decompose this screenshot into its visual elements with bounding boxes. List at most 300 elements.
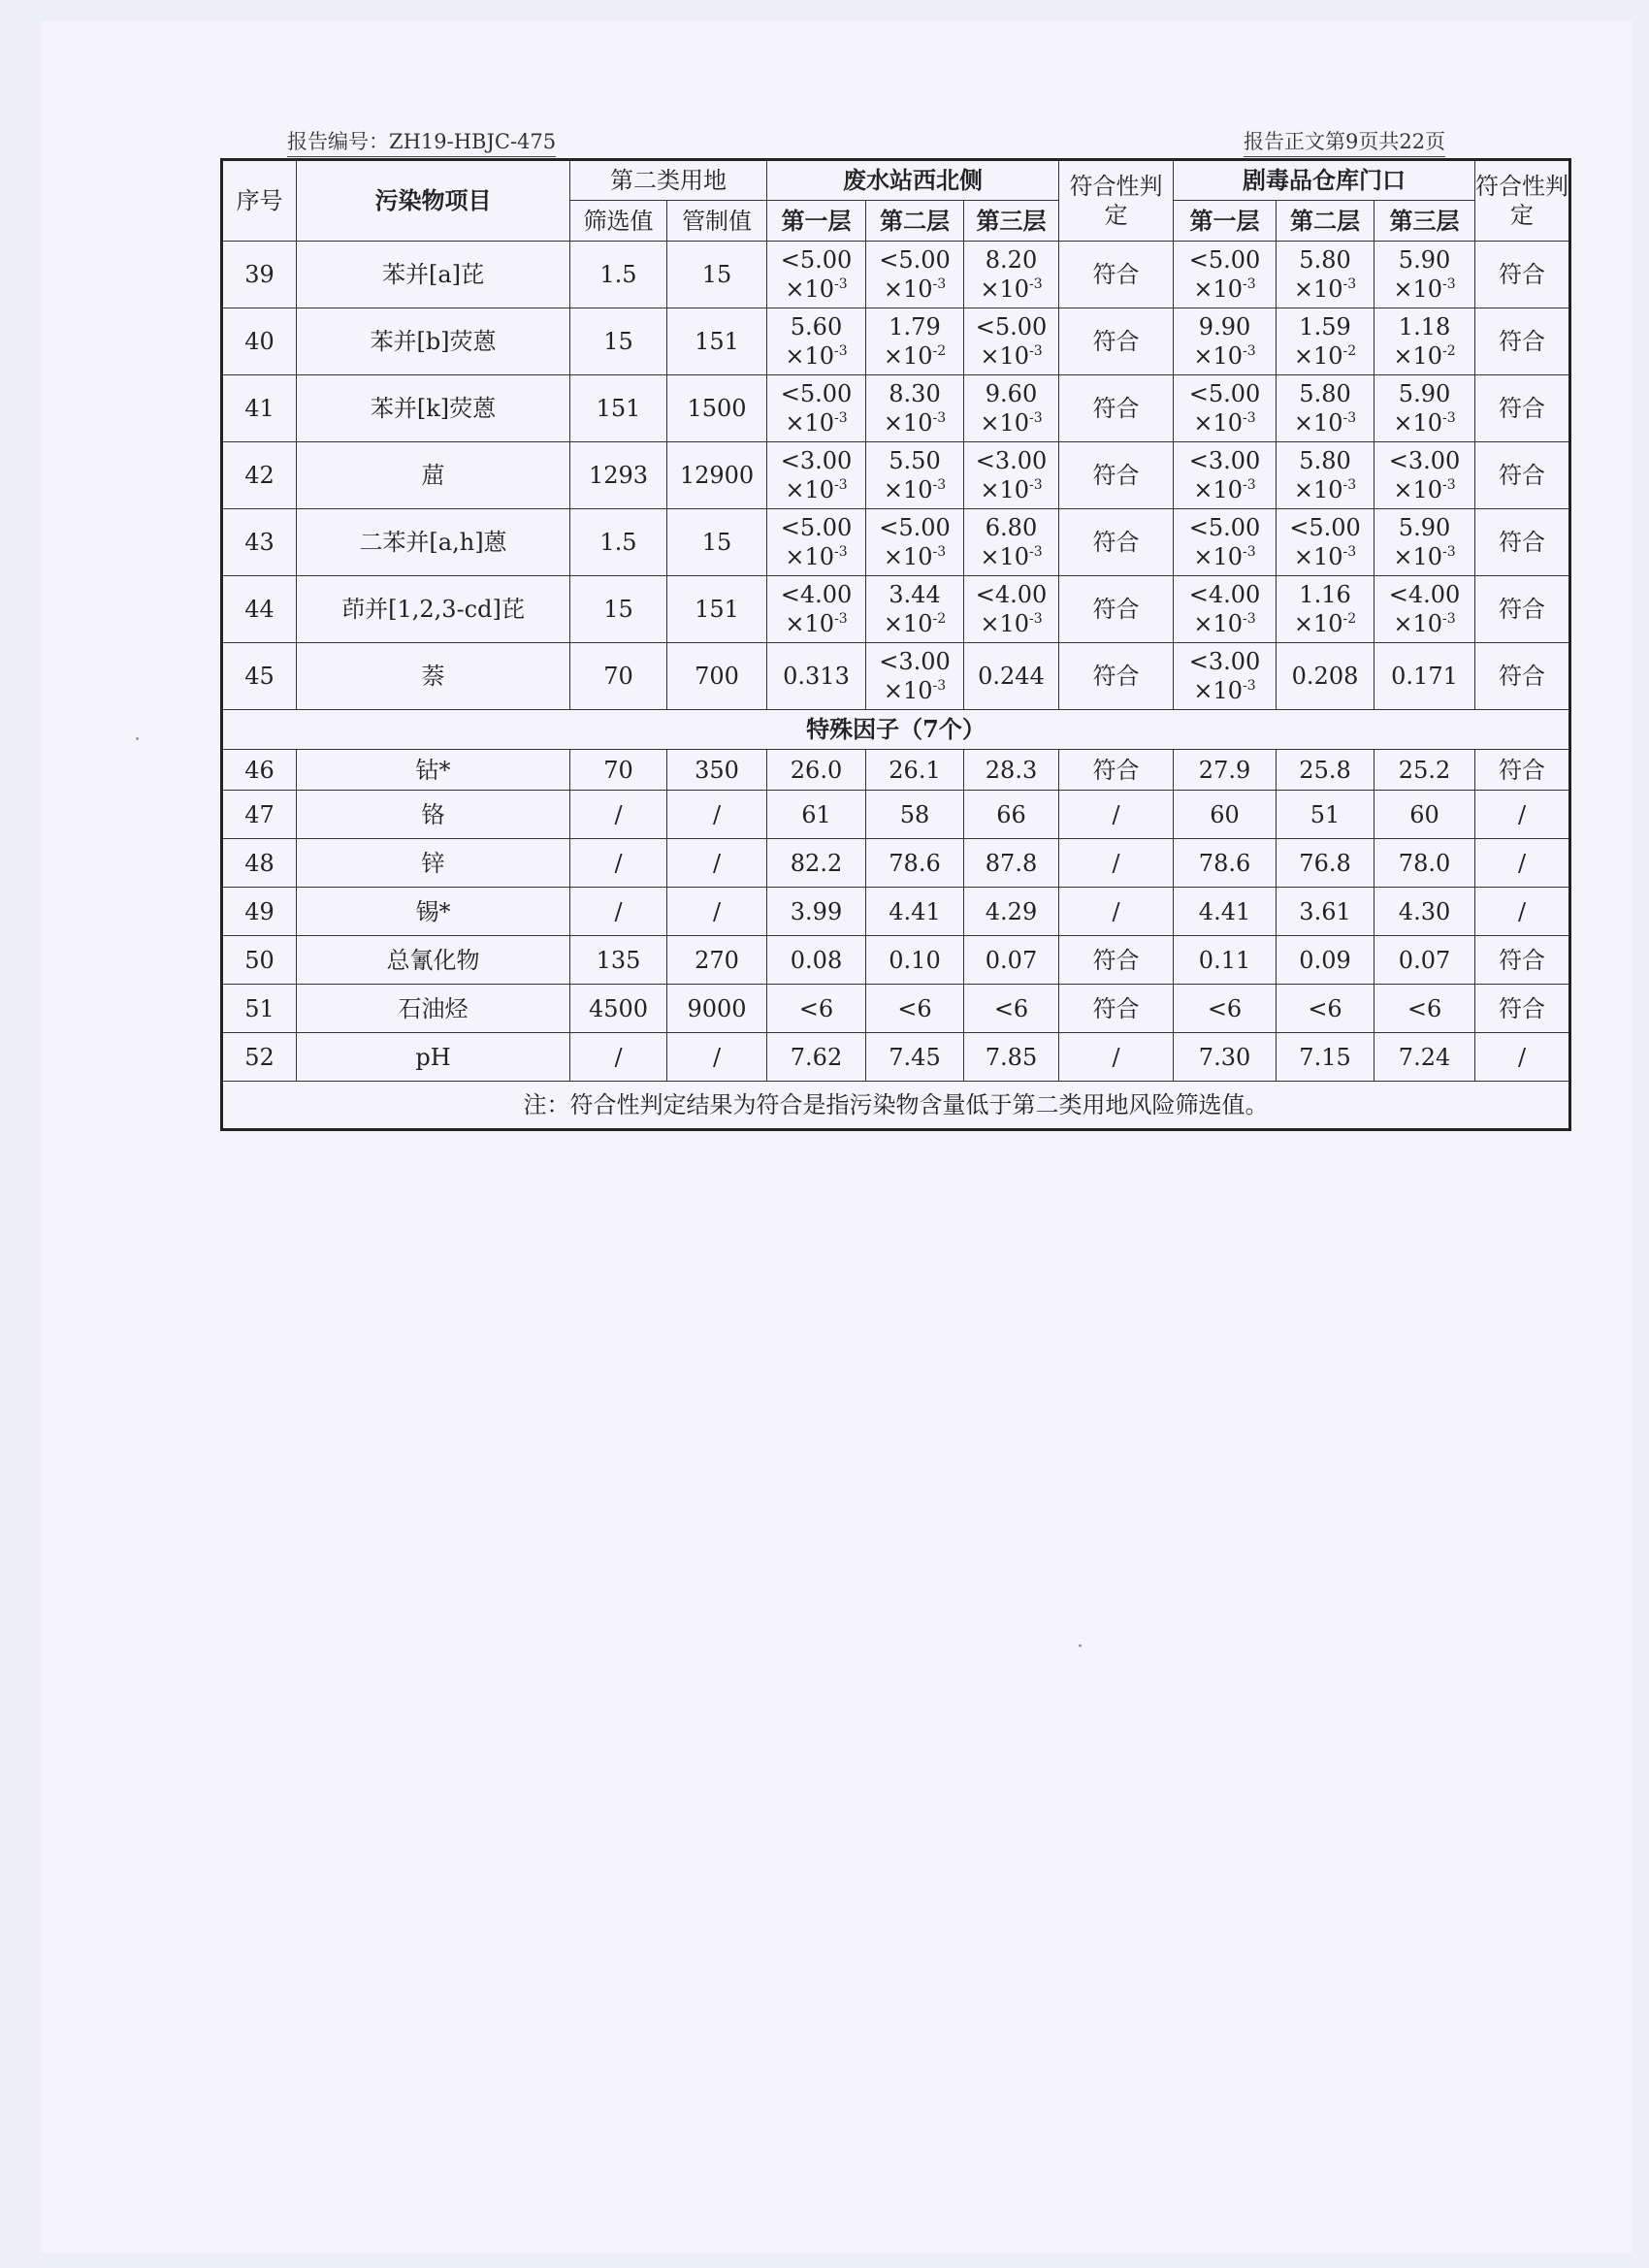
exponent: -3: [1442, 276, 1456, 292]
row-screen: /: [570, 839, 667, 888]
table-row: [222, 936, 1570, 985]
value-multiplier: [1174, 609, 1276, 638]
site2-value: [1374, 576, 1475, 643]
times-ten: ×10: [785, 409, 834, 437]
site1-value: 0.07: [964, 936, 1059, 985]
value-mantissa: <3.00: [1388, 447, 1461, 474]
row-judge2: /: [1475, 888, 1570, 936]
value-multiplier: [767, 609, 865, 638]
site1-header: 废水站西北侧: [767, 160, 1059, 201]
exponent: -2: [1442, 343, 1456, 359]
times-ten: ×10: [883, 409, 933, 437]
exponent: -3: [1029, 276, 1043, 292]
value-multiplier: [1374, 275, 1474, 304]
scan-speck: [136, 737, 139, 740]
times-ten: ×10: [1193, 342, 1244, 370]
site2-layer2: 第二层: [1277, 201, 1374, 242]
value-mantissa: <4.00: [975, 581, 1048, 608]
value-mantissa: 5.60: [790, 313, 843, 340]
site1-value: 26.0: [767, 750, 866, 791]
times-ten: ×10: [1293, 610, 1343, 637]
exponent: -3: [1342, 544, 1357, 560]
site1-value: 0.10: [866, 936, 964, 985]
value-multiplier: [1277, 341, 1374, 371]
row-judge1: 符合: [1059, 442, 1174, 509]
row-screen: 70: [570, 750, 667, 791]
site2-value: 60: [1174, 791, 1277, 839]
site1-value: [767, 442, 866, 509]
site1-layer1: 第一层: [767, 201, 866, 242]
site2-value: [1174, 242, 1277, 308]
site2-value: [1277, 375, 1374, 442]
value-multiplier: [1277, 542, 1374, 571]
value-mantissa: 1.18: [1398, 313, 1451, 340]
table-row: [222, 442, 1570, 509]
row-judge1: 符合: [1059, 375, 1174, 442]
row-no: 41: [222, 375, 297, 442]
row-judge1: 符合: [1059, 750, 1174, 791]
value-mantissa: <5.00: [780, 514, 853, 541]
row-no: 52: [222, 1033, 297, 1082]
row-judge2: 符合: [1475, 308, 1570, 375]
site2-value: 7.24: [1374, 1033, 1475, 1082]
value-multiplier: [964, 609, 1058, 638]
site1-value: 66: [964, 791, 1059, 839]
row-control: 700: [667, 643, 767, 710]
exponent: -3: [834, 343, 848, 359]
row-judge1: /: [1059, 1033, 1174, 1082]
value-mantissa: 1.79: [889, 313, 941, 340]
value-multiplier: [767, 408, 865, 437]
exponent: -3: [932, 410, 947, 426]
value-mantissa: <3.00: [879, 648, 951, 675]
value-mantissa: <5.00: [780, 380, 853, 407]
value-mantissa: 1.16: [1299, 581, 1351, 608]
value-mantissa: 0.313: [783, 663, 850, 690]
times-ten: ×10: [1393, 275, 1443, 303]
site2-value: 4.41: [1174, 888, 1277, 936]
row-judge1: /: [1059, 791, 1174, 839]
value-mantissa: <4.00: [1388, 581, 1461, 608]
value-multiplier: [1277, 475, 1374, 504]
times-ten: ×10: [1193, 476, 1244, 503]
row-judge2: 符合: [1475, 750, 1570, 791]
section-row: [222, 710, 1570, 750]
site2-value: <6: [1374, 985, 1475, 1033]
exponent: -3: [1029, 544, 1043, 560]
row-item: 苯并[b]荧蒽: [297, 308, 570, 375]
row-judge2: 符合: [1475, 509, 1570, 576]
site2-value: [1374, 375, 1475, 442]
row-control: 151: [667, 576, 767, 643]
site1-value: [767, 643, 866, 710]
row-judge2: /: [1475, 791, 1570, 839]
row-control: /: [667, 888, 767, 936]
times-ten: ×10: [1293, 409, 1343, 437]
times-ten: ×10: [883, 677, 933, 704]
value-mantissa: <3.00: [1188, 648, 1261, 675]
row-no: 39: [222, 242, 297, 308]
exponent: -2: [932, 343, 947, 359]
row-screen: /: [570, 791, 667, 839]
value-multiplier: [1374, 475, 1474, 504]
table-row: [222, 888, 1570, 936]
table-note: 注：符合性判定结果为符合是指污染物含量低于第二类用地风险筛选值。: [222, 1082, 1570, 1130]
value-multiplier: [866, 676, 963, 705]
row-control: 270: [667, 936, 767, 985]
exponent: -3: [1342, 477, 1357, 493]
site1-value: [964, 643, 1059, 710]
col-control: 管制值: [667, 201, 767, 242]
exponent: -3: [1029, 477, 1043, 493]
row-judge2: 符合: [1475, 375, 1570, 442]
row-judge1: 符合: [1059, 936, 1174, 985]
table-row: [222, 242, 1570, 308]
site1-value: [767, 509, 866, 576]
site2-value: <6: [1174, 985, 1277, 1033]
site2-value: 7.15: [1277, 1033, 1374, 1082]
site1-value: 7.85: [964, 1033, 1059, 1082]
value-mantissa: 6.80: [985, 514, 1038, 541]
row-screen: 15: [570, 576, 667, 643]
exponent: -3: [834, 276, 848, 292]
row-control: 1500: [667, 375, 767, 442]
table-row: [222, 791, 1570, 839]
times-ten: ×10: [883, 543, 933, 570]
exponent: -3: [1442, 477, 1456, 493]
site2-layer3: 第三层: [1374, 201, 1475, 242]
times-ten: ×10: [1393, 409, 1443, 437]
times-ten: ×10: [785, 610, 834, 637]
exponent: -3: [1442, 611, 1456, 627]
row-judge1: 符合: [1059, 576, 1174, 643]
value-multiplier: [1174, 341, 1276, 371]
row-judge1: 符合: [1059, 308, 1174, 375]
row-no: 49: [222, 888, 297, 936]
row-control: /: [667, 1033, 767, 1082]
row-screen: 135: [570, 936, 667, 985]
row-control: /: [667, 791, 767, 839]
site2-value: [1374, 242, 1475, 308]
value-mantissa: 5.90: [1398, 514, 1451, 541]
value-multiplier: [964, 408, 1058, 437]
judge2-header: 符合性判定: [1475, 160, 1570, 242]
site1-value: [767, 375, 866, 442]
site2-value: [1277, 576, 1374, 643]
times-ten: ×10: [1393, 342, 1443, 370]
row-screen: 1293: [570, 442, 667, 509]
value-mantissa: 5.80: [1299, 380, 1351, 407]
value-mantissa: 5.90: [1398, 380, 1451, 407]
site2-header: 剧毒品仓库门口: [1174, 160, 1475, 201]
times-ten: ×10: [1193, 677, 1244, 704]
exponent: -3: [1243, 611, 1256, 627]
row-no: 40: [222, 308, 297, 375]
times-ten: ×10: [1193, 610, 1244, 637]
value-mantissa: <3.00: [780, 447, 853, 474]
site2-value: 0.09: [1277, 936, 1374, 985]
exponent: -3: [834, 611, 848, 627]
value-mantissa: 0.171: [1391, 663, 1458, 690]
site1-value: 0.08: [767, 936, 866, 985]
times-ten: ×10: [980, 610, 1030, 637]
row-no: 47: [222, 791, 297, 839]
row-judge1: 符合: [1059, 509, 1174, 576]
site2-value: 4.30: [1374, 888, 1475, 936]
row-judge1: /: [1059, 839, 1174, 888]
site2-value: 25.8: [1277, 750, 1374, 791]
table-row: [222, 576, 1570, 643]
site1-value: [866, 442, 964, 509]
row-judge2: /: [1475, 1033, 1570, 1082]
site1-value: [964, 375, 1059, 442]
exponent: -3: [834, 477, 848, 493]
times-ten: ×10: [980, 342, 1030, 370]
table-row: [222, 985, 1570, 1033]
exponent: -3: [1243, 678, 1256, 694]
table-row: [222, 839, 1570, 888]
site1-value: 7.45: [866, 1033, 964, 1082]
row-item: 铬: [297, 791, 570, 839]
value-mantissa: <5.00: [1289, 514, 1361, 541]
site1-value: [866, 242, 964, 308]
row-no: 43: [222, 509, 297, 576]
site1-value: 58: [866, 791, 964, 839]
value-mantissa: <5.00: [879, 246, 951, 274]
value-multiplier: [1374, 609, 1474, 638]
site1-layer2: 第二层: [866, 201, 964, 242]
site1-value: 61: [767, 791, 866, 839]
value-multiplier: [1174, 676, 1276, 705]
value-mantissa: 9.60: [985, 380, 1038, 407]
exponent: -3: [834, 544, 848, 560]
site1-value: 82.2: [767, 839, 866, 888]
row-item: 䓛: [297, 442, 570, 509]
value-multiplier: [866, 341, 963, 371]
value-mantissa: <5.00: [780, 246, 853, 274]
row-control: 350: [667, 750, 767, 791]
value-multiplier: [1174, 408, 1276, 437]
value-mantissa: 3.44: [889, 581, 941, 608]
value-multiplier: [866, 542, 963, 571]
times-ten: ×10: [1293, 543, 1343, 570]
report-number: 报告编号：ZH19-HBJC-475: [287, 126, 556, 157]
value-mantissa: <5.00: [1188, 246, 1261, 274]
row-screen: 4500: [570, 985, 667, 1033]
row-item: pH: [297, 1033, 570, 1082]
exponent: -3: [932, 544, 947, 560]
row-no: 46: [222, 750, 297, 791]
site1-value: 3.99: [767, 888, 866, 936]
value-mantissa: 0.244: [978, 663, 1045, 690]
scan-speck: [1079, 1644, 1082, 1647]
exponent: -3: [1243, 410, 1256, 426]
value-multiplier: [1374, 542, 1474, 571]
row-no: 48: [222, 839, 297, 888]
value-multiplier: [1277, 275, 1374, 304]
site1-value: 28.3: [964, 750, 1059, 791]
value-multiplier: [964, 275, 1058, 304]
value-multiplier: [1277, 408, 1374, 437]
row-screen: 70: [570, 643, 667, 710]
table-row: [222, 509, 1570, 576]
site1-value: <6: [964, 985, 1059, 1033]
row-no: 51: [222, 985, 297, 1033]
exponent: -3: [1342, 410, 1357, 426]
value-mantissa: 5.90: [1398, 246, 1451, 274]
times-ten: ×10: [883, 342, 933, 370]
exponent: -3: [1442, 410, 1456, 426]
times-ten: ×10: [1393, 476, 1443, 503]
site2-value: [1277, 442, 1374, 509]
times-ten: ×10: [883, 275, 933, 303]
exponent: -2: [1342, 611, 1357, 627]
site2-value: [1174, 643, 1277, 710]
site2-value: [1277, 509, 1374, 576]
site1-value: [767, 576, 866, 643]
value-multiplier: [767, 341, 865, 371]
times-ten: ×10: [1193, 409, 1244, 437]
times-ten: ×10: [980, 476, 1030, 503]
value-mantissa: <3.00: [1188, 447, 1261, 474]
row-item: 石油烃: [297, 985, 570, 1033]
site1-value: <6: [866, 985, 964, 1033]
site1-value: [964, 576, 1059, 643]
times-ten: ×10: [1193, 543, 1244, 570]
row-control: 15: [667, 509, 767, 576]
row-judge1: 符合: [1059, 985, 1174, 1033]
row-screen: 1.5: [570, 242, 667, 308]
col-seq: 序号: [222, 160, 297, 242]
value-multiplier: [866, 275, 963, 304]
site2-value: 78.0: [1374, 839, 1475, 888]
row-no: 42: [222, 442, 297, 509]
value-multiplier: [1374, 408, 1474, 437]
row-judge2: 符合: [1475, 576, 1570, 643]
note-row: [222, 1082, 1570, 1130]
group-land: 第二类用地: [570, 160, 767, 201]
value-multiplier: [964, 341, 1058, 371]
times-ten: ×10: [1193, 275, 1244, 303]
exponent: -3: [1442, 544, 1456, 560]
value-mantissa: <5.00: [975, 313, 1048, 340]
table-row: [222, 750, 1570, 791]
col-screen: 筛选值: [570, 201, 667, 242]
times-ten: ×10: [785, 342, 834, 370]
times-ten: ×10: [785, 476, 834, 503]
value-mantissa: 1.59: [1299, 313, 1351, 340]
value-mantissa: <4.00: [1188, 581, 1261, 608]
row-item: 锡*: [297, 888, 570, 936]
times-ten: ×10: [980, 409, 1030, 437]
times-ten: ×10: [980, 543, 1030, 570]
site2-value: [1174, 509, 1277, 576]
site2-value: 78.6: [1174, 839, 1277, 888]
exponent: -3: [834, 410, 848, 426]
row-item: 锌: [297, 839, 570, 888]
site2-value: [1174, 442, 1277, 509]
value-multiplier: [964, 542, 1058, 571]
site1-value: [964, 509, 1059, 576]
site2-value: 60: [1374, 791, 1475, 839]
times-ten: ×10: [785, 275, 834, 303]
row-judge2: 符合: [1475, 985, 1570, 1033]
table-row: [222, 375, 1570, 442]
exponent: -3: [1243, 276, 1256, 292]
value-multiplier: [866, 609, 963, 638]
times-ten: ×10: [1393, 610, 1443, 637]
row-control: 15: [667, 242, 767, 308]
row-no: 50: [222, 936, 297, 985]
site1-value: 78.6: [866, 839, 964, 888]
value-multiplier: [1174, 542, 1276, 571]
value-multiplier: [767, 542, 865, 571]
row-judge1: 符合: [1059, 242, 1174, 308]
value-multiplier: [767, 275, 865, 304]
site2-value: 51: [1277, 791, 1374, 839]
row-item: 苯并[k]荧蒽: [297, 375, 570, 442]
value-multiplier: [866, 408, 963, 437]
site1-value: [767, 242, 866, 308]
row-control: /: [667, 839, 767, 888]
site2-value: 7.30: [1174, 1033, 1277, 1082]
value-mantissa: 9.90: [1198, 313, 1251, 340]
site1-value: [866, 375, 964, 442]
row-judge2: 符合: [1475, 643, 1570, 710]
row-judge1: /: [1059, 888, 1174, 936]
site2-value: [1277, 242, 1374, 308]
site1-value: [964, 308, 1059, 375]
exponent: -3: [932, 477, 947, 493]
exponent: -3: [1243, 343, 1256, 359]
col-item: 污染物项目: [297, 160, 570, 242]
row-screen: /: [570, 888, 667, 936]
value-mantissa: <5.00: [1188, 380, 1261, 407]
section-title: 特殊因子（7个）: [222, 710, 1570, 750]
site1-layer3: 第三层: [964, 201, 1059, 242]
site1-value: 26.1: [866, 750, 964, 791]
exponent: -3: [1029, 611, 1043, 627]
site1-value: [767, 308, 866, 375]
site2-value: [1374, 442, 1475, 509]
table-row: [222, 1033, 1570, 1082]
value-multiplier: [1174, 475, 1276, 504]
site1-value: 4.41: [866, 888, 964, 936]
site2-value: [1374, 308, 1475, 375]
table-row: [222, 643, 1570, 710]
exponent: -3: [1243, 544, 1256, 560]
value-mantissa: 8.30: [889, 380, 941, 407]
row-item: 茚并[1,2,3-cd]芘: [297, 576, 570, 643]
site2-value: 25.2: [1374, 750, 1475, 791]
exponent: -3: [1029, 343, 1043, 359]
row-judge2: 符合: [1475, 242, 1570, 308]
row-control: 9000: [667, 985, 767, 1033]
results-table: [220, 158, 1571, 1131]
row-judge1: 符合: [1059, 643, 1174, 710]
row-item: 二苯并[a,h]蒽: [297, 509, 570, 576]
value-mantissa: 5.80: [1299, 246, 1351, 274]
judge1-header: 符合性判定: [1059, 160, 1174, 242]
site2-value: 27.9: [1174, 750, 1277, 791]
site1-value: 4.29: [964, 888, 1059, 936]
site2-value: [1174, 375, 1277, 442]
value-mantissa: 5.80: [1299, 447, 1351, 474]
row-item: 总氰化物: [297, 936, 570, 985]
row-screen: /: [570, 1033, 667, 1082]
value-mantissa: 5.50: [889, 447, 941, 474]
site1-value: [866, 576, 964, 643]
